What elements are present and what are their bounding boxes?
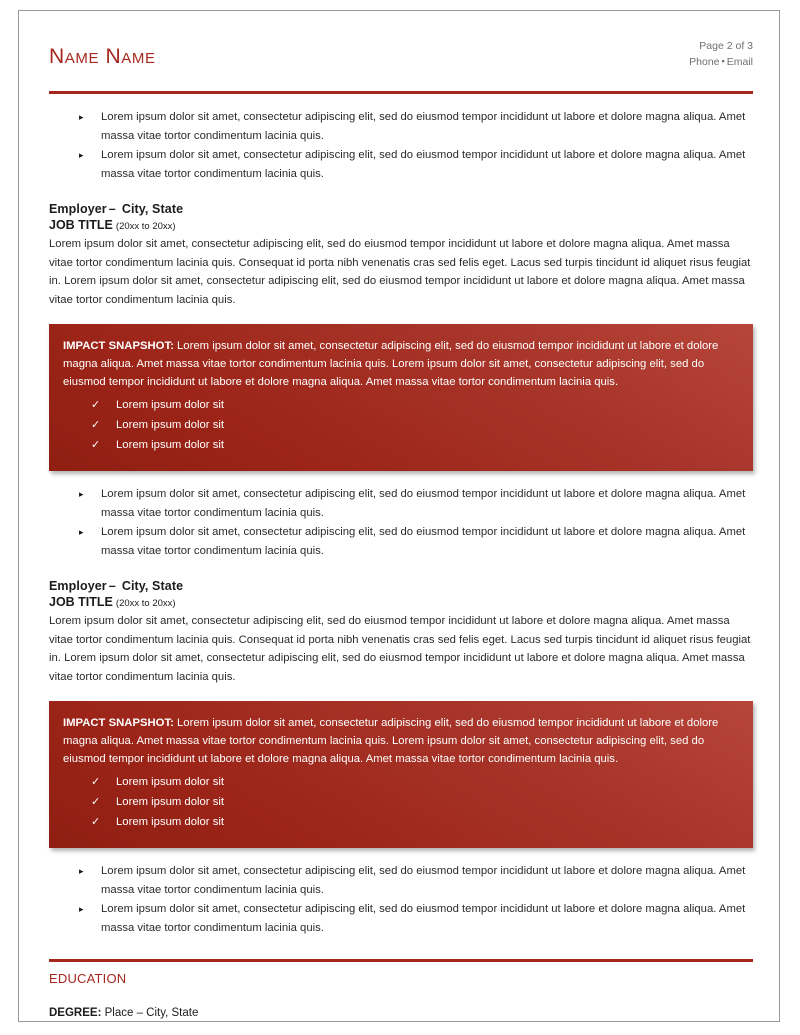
- impact-snapshot-label: IMPACT SNAPSHOT:: [63, 717, 174, 729]
- section-title-education: EDUCATION: [49, 971, 127, 986]
- page-title: Name Name: [49, 45, 156, 68]
- separator-dot-icon: ▪: [721, 56, 725, 66]
- triangle-bullet-icon: ▸: [79, 150, 84, 160]
- list-item: [49, 862, 753, 899]
- list-item: [49, 485, 753, 522]
- list-item-text: Lorem ipsum dolor sit amet, consectetur adipiscing elit, sed do eiusmod tempor incididunt ut labore et dolore magna aliqua. Amet massa vitae tortor condimentum lacinia quis.: [101, 149, 746, 180]
- check-bullet-icon: ✓: [91, 419, 101, 431]
- impact-snapshot-box: [49, 324, 753, 471]
- job-title: JOB TITLE: [49, 218, 113, 232]
- list-item: [63, 792, 739, 812]
- resume-page: [18, 10, 780, 1022]
- list-item-text: Lorem ipsum dolor sit: [116, 419, 224, 431]
- list-item-text: Lorem ipsum dolor sit: [116, 816, 224, 828]
- list-item: [63, 415, 739, 435]
- list-item: [63, 395, 739, 415]
- contact-email: Email: [726, 56, 753, 68]
- employer-location: City, State: [121, 202, 184, 216]
- job-entry: [49, 579, 753, 937]
- employer-line: [49, 202, 753, 216]
- check-bullet-icon: ✓: [91, 399, 101, 411]
- triangle-bullet-icon: ▸: [79, 904, 84, 914]
- list-item: [49, 108, 753, 145]
- list-item: [49, 523, 753, 560]
- header-divider: [49, 91, 753, 94]
- list-item: [63, 812, 739, 832]
- list-item-text: Lorem ipsum dolor sit: [116, 439, 224, 451]
- job-entry: [49, 202, 753, 560]
- employer-name: Employer: [49, 202, 107, 216]
- degree-value: Place – City, State: [104, 1007, 199, 1019]
- impact-snapshot-label: IMPACT SNAPSHOT:: [63, 340, 174, 352]
- job-bullet-list: [49, 485, 753, 560]
- employer-name: Employer: [49, 579, 107, 593]
- triangle-bullet-icon: ▸: [79, 527, 84, 537]
- triangle-bullet-icon: ▸: [79, 489, 84, 499]
- job-dates: (20xx to 20xx): [115, 221, 176, 232]
- employer-dash: –: [108, 579, 116, 593]
- job-description: Lorem ipsum dolor sit amet, consectetur adipiscing elit, sed do eiusmod tempor incididunt ut labore et dolore magna aliqua. Amet massa vitae tortor condimentum lacinia quis. Consequat id porta nibh venenatis cras sed felis eget. Lacus sed turpis tincidunt id aliquet risus feugiat in. Lorem ipsum dolor sit amet, consectetur adipiscing elit, sed do eiusmod tempor incididunt ut labore et dolore magna aliqua. Amet massa vitae tortor condimentum lacinia quis.: [49, 238, 751, 306]
- list-item-text: Lorem ipsum dolor sit amet, consectetur adipiscing elit, sed do eiusmod tempor incididunt ut labore et dolore magna aliqua. Amet massa vitae tortor condimentum lacinia quis.: [101, 526, 746, 557]
- document-header: [49, 39, 753, 87]
- impact-snapshot-paragraph: Lorem ipsum dolor sit amet, consectetur adipiscing elit, sed do eiusmod tempor incididunt ut labore et dolore magna aliqua. Amet massa vitae tortor condimentum lacinia quis. Lorem ipsum dolor sit amet, consectetur adipiscing elit, sed do eiusmod tempor incididunt ut labore et dolore magna aliqua. Amet massa vitae tortor condimentum lacinia quis.: [63, 340, 719, 388]
- check-bullet-icon: ✓: [91, 796, 101, 808]
- list-item: [49, 146, 753, 183]
- job-dates: (20xx to 20xx): [115, 598, 176, 609]
- triangle-bullet-icon: ▸: [79, 866, 84, 876]
- list-item-text: Lorem ipsum dolor sit amet, consectetur adipiscing elit, sed do eiusmod tempor incididunt ut labore et dolore magna aliqua. Amet massa vitae tortor condimentum lacinia quis.: [101, 865, 746, 896]
- job-title-line: [49, 595, 753, 609]
- page-indicator: Page 2 of 3: [699, 40, 753, 52]
- list-item: [63, 435, 739, 455]
- job-description: Lorem ipsum dolor sit amet, consectetur adipiscing elit, sed do eiusmod tempor incididunt ut labore et dolore magna aliqua. Amet massa vitae tortor condimentum lacinia quis. Consequat id porta nibh venenatis cras sed felis eget. Lacus sed turpis tincidunt id aliquet risus feugiat in. Lorem ipsum dolor sit amet, consectetur adipiscing elit, sed do eiusmod tempor incididunt ut labore et dolore magna aliqua. Amet massa vitae tortor condimentum lacinia quis.: [49, 615, 751, 683]
- employer-location: City, State: [121, 579, 184, 593]
- employer-line: [49, 579, 753, 593]
- degree-line: [49, 1007, 753, 1019]
- page-content: [49, 39, 753, 1019]
- job-title-line: [49, 218, 753, 232]
- education-divider: [49, 959, 753, 962]
- triangle-bullet-icon: ▸: [79, 112, 84, 122]
- check-bullet-icon: ✓: [91, 439, 101, 451]
- employer-dash: –: [108, 202, 116, 216]
- degree-label: DEGREE:: [49, 1007, 102, 1019]
- list-item-text: Lorem ipsum dolor sit amet, consectetur adipiscing elit, sed do eiusmod tempor incididunt ut labore et dolore magna aliqua. Amet massa vitae tortor condimentum lacinia quis.: [101, 111, 746, 142]
- list-item-text: Lorem ipsum dolor sit: [116, 776, 224, 788]
- job-title: JOB TITLE: [49, 595, 113, 609]
- top-bullet-list: [49, 108, 753, 183]
- list-item: [49, 900, 753, 937]
- header-meta: [689, 39, 753, 70]
- list-item-text: Lorem ipsum dolor sit: [116, 399, 224, 411]
- contact-line: [689, 54, 753, 70]
- list-item: [63, 772, 739, 792]
- job-bullet-list: [49, 862, 753, 937]
- impact-check-list: [63, 395, 739, 455]
- list-item-text: Lorem ipsum dolor sit amet, consectetur adipiscing elit, sed do eiusmod tempor incididunt ut labore et dolore magna aliqua. Amet massa vitae tortor condimentum lacinia quis.: [101, 903, 746, 934]
- list-item-text: Lorem ipsum dolor sit: [116, 796, 224, 808]
- check-bullet-icon: ✓: [91, 816, 101, 828]
- impact-snapshot-text: [63, 714, 739, 768]
- contact-phone: Phone: [689, 56, 720, 68]
- impact-snapshot-box: [49, 701, 753, 848]
- impact-snapshot-text: [63, 337, 739, 391]
- check-bullet-icon: ✓: [91, 776, 101, 788]
- impact-check-list: [63, 772, 739, 832]
- list-item-text: Lorem ipsum dolor sit amet, consectetur adipiscing elit, sed do eiusmod tempor incididunt ut labore et dolore magna aliqua. Amet massa vitae tortor condimentum lacinia quis.: [101, 488, 746, 519]
- impact-snapshot-paragraph: Lorem ipsum dolor sit amet, consectetur adipiscing elit, sed do eiusmod tempor incididunt ut labore et dolore magna aliqua. Amet massa vitae tortor condimentum lacinia quis. Lorem ipsum dolor sit amet, consectetur adipiscing elit, sed do eiusmod tempor incididunt ut labore et dolore magna aliqua. Amet massa vitae tortor condimentum lacinia quis.: [63, 717, 719, 765]
